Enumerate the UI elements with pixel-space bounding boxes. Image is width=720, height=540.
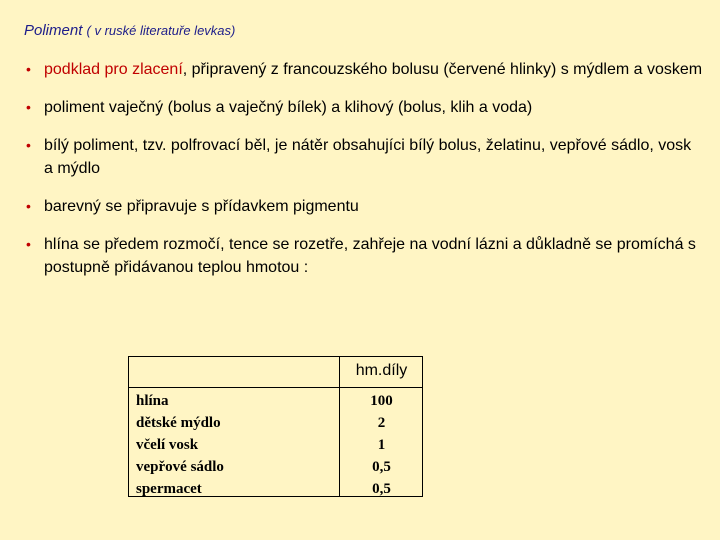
list-item <box>24 58 704 81</box>
item-text: barevný se připravuje s přídavkem pigmentu <box>44 198 359 215</box>
list-item <box>24 96 704 119</box>
ingredient-value: 1 <box>377 437 386 453</box>
item-text: hlína se předem rozmočí, tence se rozetře, zahřeje na vodní lázni a důkladně se promíchá s postupně přidávanou teplou hmotou : <box>44 236 696 276</box>
title-subtitle: ( v ruské literatuře levkas) <box>86 23 236 38</box>
list-item <box>24 134 704 180</box>
ingredient-names-column <box>136 390 224 500</box>
ingredient-value: 0,5 <box>372 459 391 475</box>
item-text: poliment vaječný (bolus a vaječný bílek) a klihový (bolus, klih a voda) <box>44 99 533 116</box>
ingredient-values-column <box>340 390 423 500</box>
item-text: bílý poliment, tzv. polfrovací běl, je nátěr obsahujíci bílý bolus, želatinu, vepřové sádlo, vosk a mýdlo <box>44 137 692 177</box>
ingredient-value: 2 <box>377 415 386 431</box>
item-text: , připravený z francouzského bolusu (červené hlinky) s mýdlem a voskem <box>182 61 703 78</box>
unit-header: hm.díly <box>355 362 408 379</box>
list-item <box>24 233 704 279</box>
bullet-icon: • <box>26 61 31 77</box>
ingredient-name: spermacet <box>136 481 202 497</box>
ingredient-name: dětské mýdlo <box>136 415 221 431</box>
bullet-icon: • <box>26 236 31 252</box>
list-item <box>24 195 704 218</box>
bullet-icon: • <box>26 99 31 115</box>
highlight-text: podklad pro zlacení <box>44 61 183 78</box>
recipe-table <box>128 356 423 497</box>
ingredient-name: včelí vosk <box>136 437 199 453</box>
bullet-icon: • <box>26 137 31 153</box>
ingredient-name: hlína <box>136 393 169 409</box>
title-main: Poliment <box>24 22 83 39</box>
ingredient-value: 100 <box>370 393 393 409</box>
page-title <box>24 22 235 39</box>
bullet-list <box>24 58 704 294</box>
ingredient-value: 0,5 <box>372 481 391 497</box>
bullet-icon: • <box>26 198 31 214</box>
ingredient-name: vepřové sádlo <box>136 459 224 475</box>
